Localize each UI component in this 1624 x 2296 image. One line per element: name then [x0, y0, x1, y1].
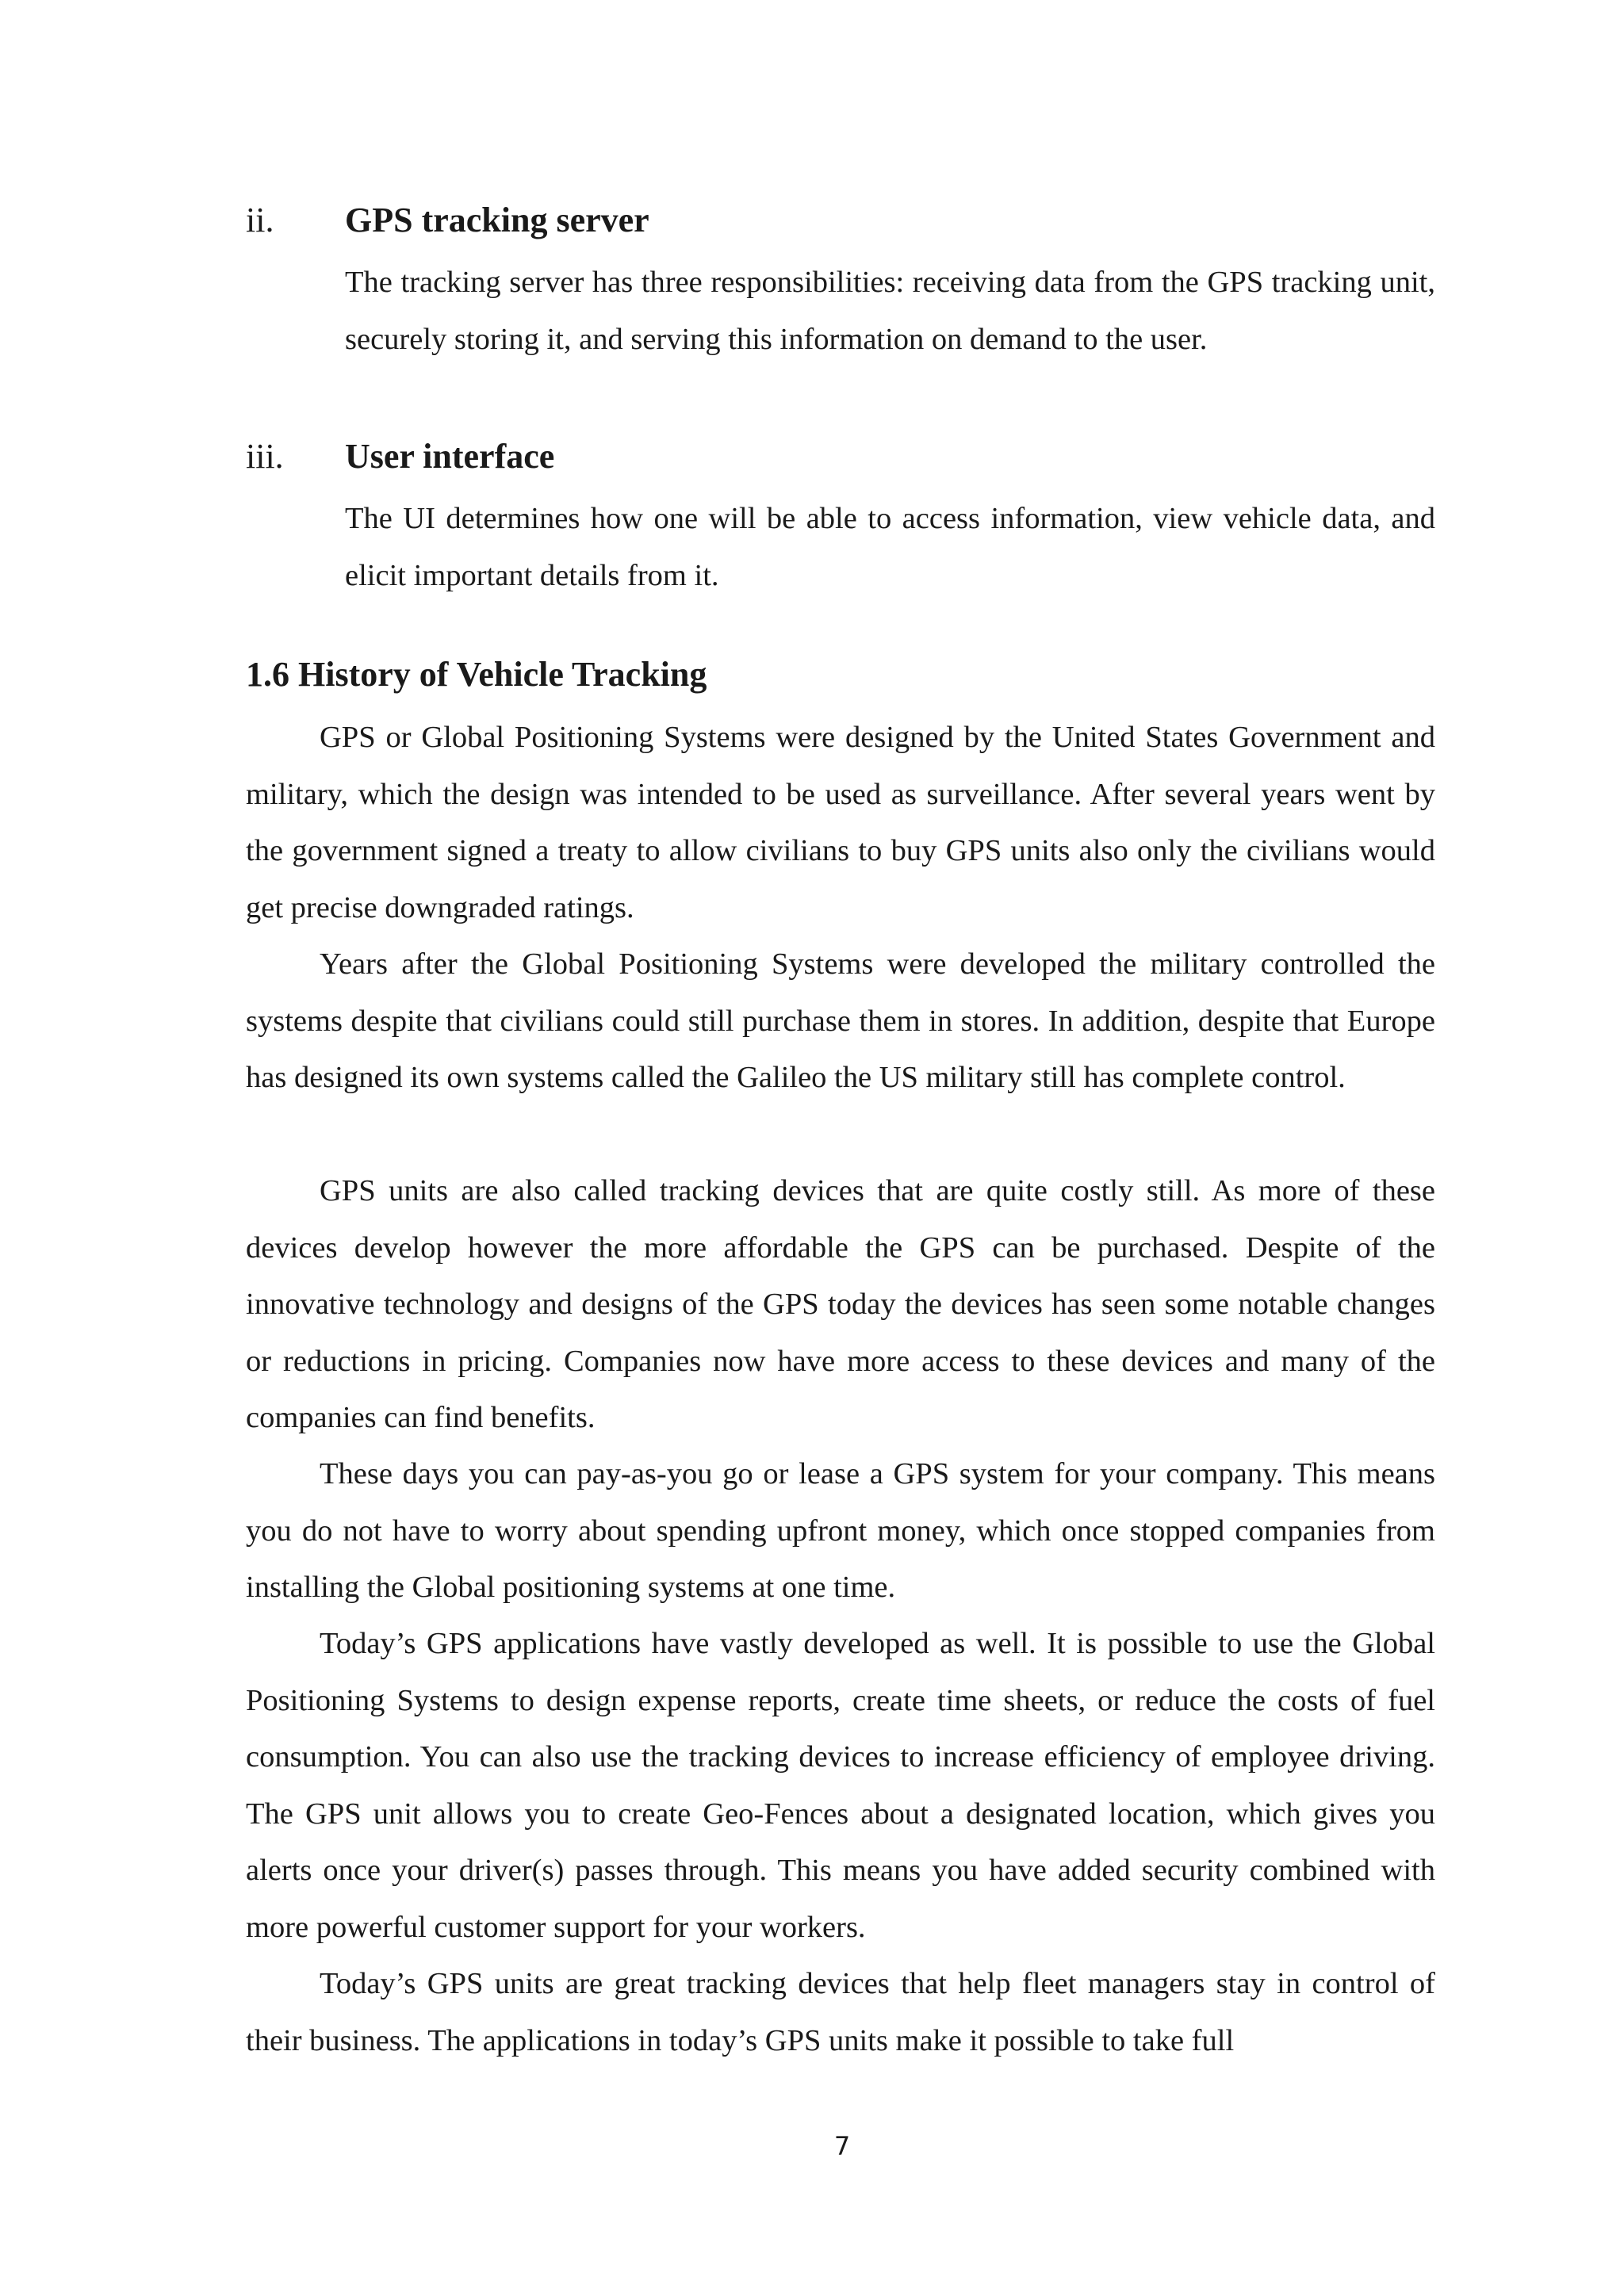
subsection-body: The UI determines how one will be able to access information, view vehicle data, and elicit important details from it. — [345, 502, 1435, 592]
paragraph: Today’s GPS units are great tracking devices that help fleet managers stay in control of their business. The applications in today’s GPS units make it possible to take full — [246, 1967, 1435, 2057]
page-number: 7 — [833, 2131, 851, 2161]
paragraph: Years after the Global Positioning Systems were developed the military controlled the systems despite that civilians could still purchase them in stores. In addition, despite that Europe has designed its own systems called the Galileo the US military still has complete control. — [246, 947, 1435, 1094]
paragraph: Today’s GPS applications have vastly developed as well. It is possible to use the Global Positioning Systems to design expense reports, create time sheets, or reduce the costs of fuel consumption. You can also use the tracking devices to increase efficiency of employee driving. The GPS unit allows you to create Geo-Fences about a designated location, which gives you alerts once your driver(s) passes through. This means you have added security combined with more powerful customer support for your workers. — [246, 1627, 1435, 1944]
subsection-body: The tracking server has three responsibilities: receiving data from the GPS tracking unit, securely storing it, and serving this information on demand to the user. — [345, 266, 1435, 356]
paragraph: These days you can pay-as-you go or lease a GPS system for your company. This means you do not have to worry about spending upfront money, which once stopped companies from installing the Global positioning systems at one time. — [246, 1457, 1435, 1604]
paragraph: GPS or Global Positioning Systems were designed by the United States Government and military, which the design was intended to be used as surveillance. After several years went by the government signed a treaty to allow civilians to buy GPS units also only the civilians would get precise downgraded ratings. — [246, 721, 1435, 924]
subsection-numeral: iii. — [246, 437, 284, 476]
subsection-numeral: ii. — [246, 201, 274, 239]
subsection-title: GPS tracking server — [345, 201, 649, 239]
section-heading: 1.6 History of Vehicle Tracking — [246, 655, 707, 694]
subsection-title: User interface — [345, 437, 555, 476]
paragraph: GPS units are also called tracking devices that are quite costly still. As more of these devices develop however the more affordable the GPS can be purchased. Despite of the innovative technology and designs of the GPS today the devices has seen some notable changes or reductions in pricing. Companies now have more access to these devices and many of the companies can find benefits. — [246, 1174, 1435, 1434]
